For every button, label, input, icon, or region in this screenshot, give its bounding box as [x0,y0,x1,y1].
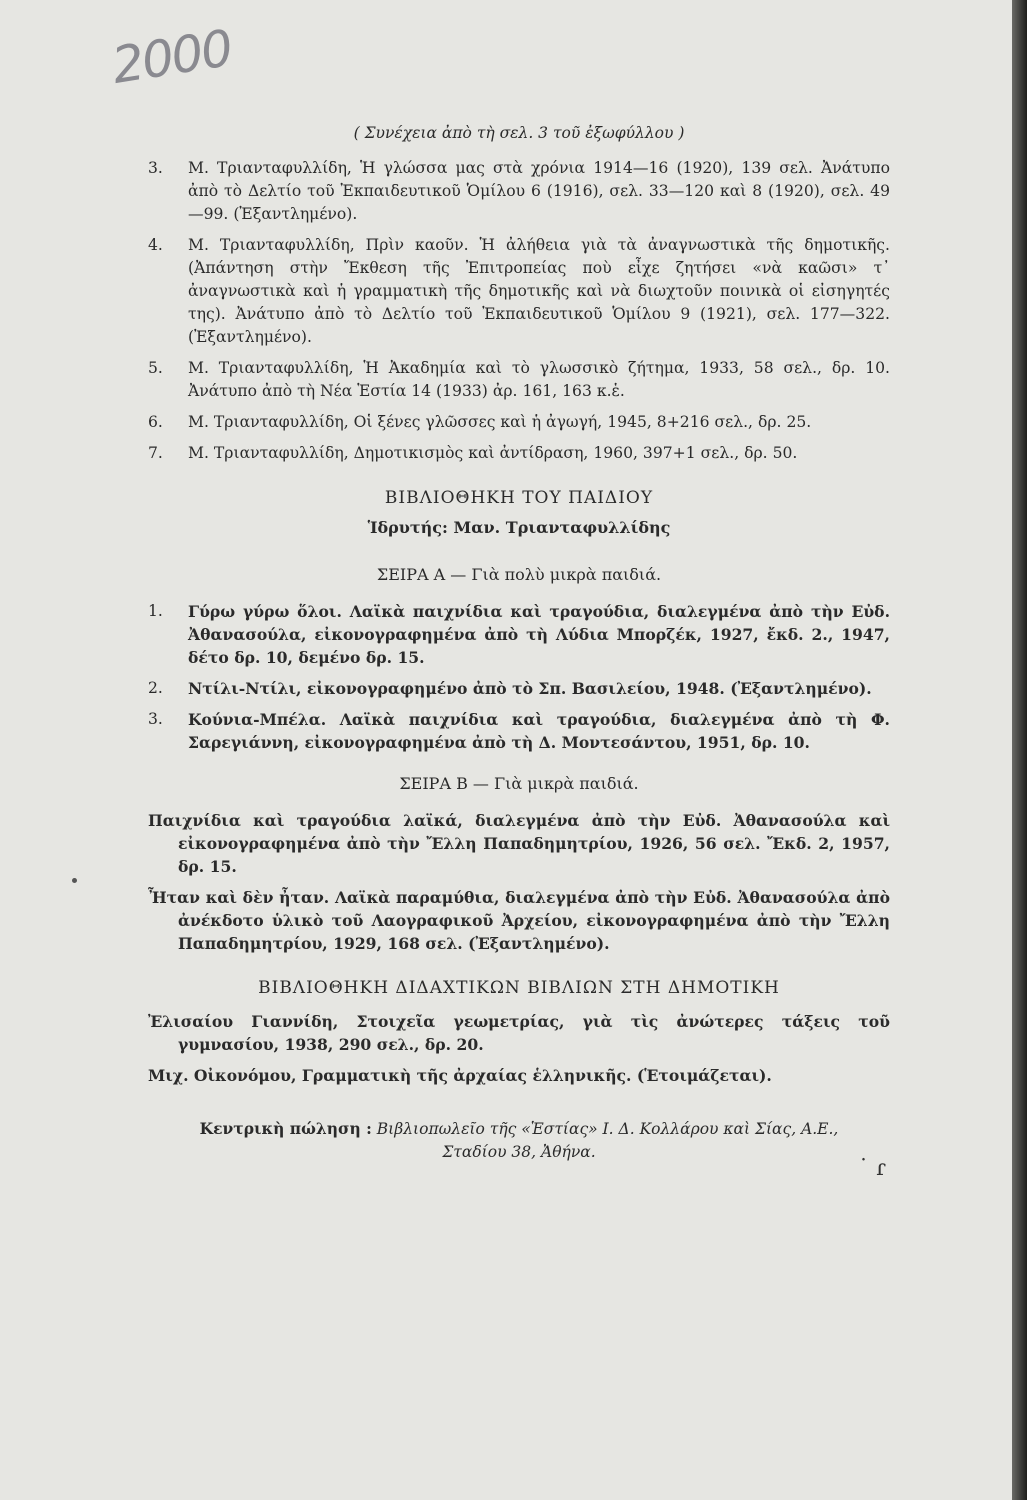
series-a-heading: ΣΕΙΡΑ Α — Γιὰ πολὺ μικρὰ παιδιά. [376,565,662,584]
publication-list [148,157,890,465]
list-item: 5. Μ. Τριανταφυλλίδη, Ἡ Ἀκαδημία καὶ τὸ γλωσσικὸ ζήτημα, 1933, 58 σελ., δρ. 10. Ἀνάτυπο ἀπὸ τὴ Νέα Ἑστία 14 (1933) ἀρ. 161, 163 κ.ἑ. [148,359,890,400]
page-edge [1012,0,1027,1500]
sales-label: Κεντρικὴ πώληση : [199,1119,372,1138]
list-item: 7. Μ. Τριανταφυλλίδη, Δημοτικισμὸς καὶ ἀντίδραση, 1960, 397+1 σελ., δρ. 50. [148,444,798,462]
sales-line2: Σταδίου 38, Ἀθήνα. [442,1143,596,1161]
list-item: 2. Ντίλι-Ντίλι, εἰκονογραφημένο ἀπὸ τὸ Σπ. Βασιλείου, 1948. (Ἐξαντλημένο). [148,679,872,698]
library-heading: ΒΙΒΛΙΟΘΗΚΗ ΤΟΥ ΠΑΙΔΙΟΥ [384,488,654,508]
list-item: Παιχνίδια καὶ τραγούδια λαϊκά, διαλεγμένα ἀπὸ τὴν Εὐδ. Ἀθανασούλα καὶ εἰκονογραφημένα ἀπὸ τὴν Ἔλλη Παπαδημητρίου, 1926, 56 σελ. Ἔκδ. 2, 1957, δρ. 15. [148,811,890,876]
sales-info [148,1117,890,1164]
list-item: 3. Μ. Τριανταφυλλίδη, Ἡ γλώσσα μας στὰ χρόνια 1914—16 (1920), 139 σελ. Ἀνάτυπο ἀπὸ τὸ Δελτίο τοῦ Ἐκπαιδευτικοῦ Ὁμίλου 6 (1916), σελ. 33—120 καὶ 8 (1920), σελ. 49—99. (Ἐξαντλημένο). [148,159,890,223]
founder-line: Ἱδρυτής: Μαν. Τριανταφυλλίδης [367,518,671,537]
ink-dot [72,878,77,883]
sales-line1: Βιβλιοπωλεῖο τῆς «Ἑστίας» Ι. Δ. Κολλάρου καὶ Σίας, Α.Ε., [376,1120,839,1138]
list-item: 3. Κούνια-Μπέλα. Λαϊκὰ παιχνίδια καὶ τραγούδια, διαλεγμένα ἀπὸ τὴ Φ. Σαρεγιάννη, εἰκονογραφημένα ἀπὸ τὴ Δ. Μοντεσάντου, 1951, δρ. 10. [148,710,890,752]
handwritten-annotation: 2000 [108,19,236,95]
list-item: Ἐλισαίου Γιαννίδη, Στοιχεῖα γεωμετρίας, γιὰ τὶς ἀνώτερες τάξεις τοῦ γυμνασίου, 1938, 290 σελ., δρ. 20. [148,1012,890,1054]
list-item: 4. Μ. Τριανταφυλλίδη, Πρὶν καοῦν. Ἡ ἀλήθεια γιὰ τὰ ἀναγνωστικὰ τῆς δημοτικῆς. (Ἀπάντηση στὴν Ἔκθεση τῆς Ἐπιτροπείας ποὺ εἶχε ζητήσει «νὰ καῶσι» τ᾽ ἀναγνωστικὰ καὶ ἡ γραμματικὴ τῆς δημοτικῆς καὶ νὰ διωχτοῦν ποινικὰ οἱ εἰσηγητές της). Ἀνάτυπο ἀπὸ τὸ Δελτίο τοῦ Ἐκπαιδευτικοῦ Ὁμίλου 9 (1921), σελ. 177—322. (Ἐξαντλημένο). [148,236,890,346]
continuation-note: ( Συνέχεια ἀπὸ τὴ σελ. 3 τοῦ ἐξωφύλλου ) [353,124,685,142]
list-item: 1. Γύρω γύρω ὅλοι. Λαϊκὰ παιχνίδια καὶ τραγούδια, διαλεγμένα ἀπὸ τὴν Εὐδ. Ἀθανασούλα, εἰκονογραφημένα ἀπὸ τὴ Λύδια Μπορζέκ, 1927, ἔκδ. 2., 1947, δέτο δρ. 10, δεμένο δρ. 15. [148,602,890,667]
teaching-heading: ΒΙΒΛΙΟΘΗΚΗ ΔΙΔΑΧΤΙΚΩΝ ΒΙΒΛΙΩΝ ΣΤΗ ΔΗΜΟΤΙΚΗ [258,978,780,998]
list-item: Ἦταν καὶ δὲν ἦταν. Λαϊκὰ παραμύθια, διαλεγμένα ἀπὸ τὴν Εὐδ. Ἀθανασούλα ἀπὸ ἀνέκδοτο ὑλικὸ τοῦ Λαογραφικοῦ Ἀρχείου, εἰκονογραφημένα ἀπὸ τὴν Ἔλλη Παπαδημητρίου, 1929, 168 σελ. (Ἐξαντλημένο). [148,888,890,953]
content [148,122,890,1164]
list-item: Μιχ. Οἰκονόμου, Γραμματικὴ τῆς ἀρχαίας ἑλληνικῆς. (Ἑτοιμάζεται). [148,1066,772,1085]
list-item: 6. Μ. Τριανταφυλλίδη, Οἱ ξένες γλῶσσες καὶ ἡ ἀγωγή, 1945, 8+216 σελ., δρ. 25. [148,413,812,431]
series-b-heading: ΣΕΙΡΑ Β — Γιὰ μικρὰ παιδιά. [399,774,639,793]
margin-mark: ˙ ɾ [858,1156,886,1181]
